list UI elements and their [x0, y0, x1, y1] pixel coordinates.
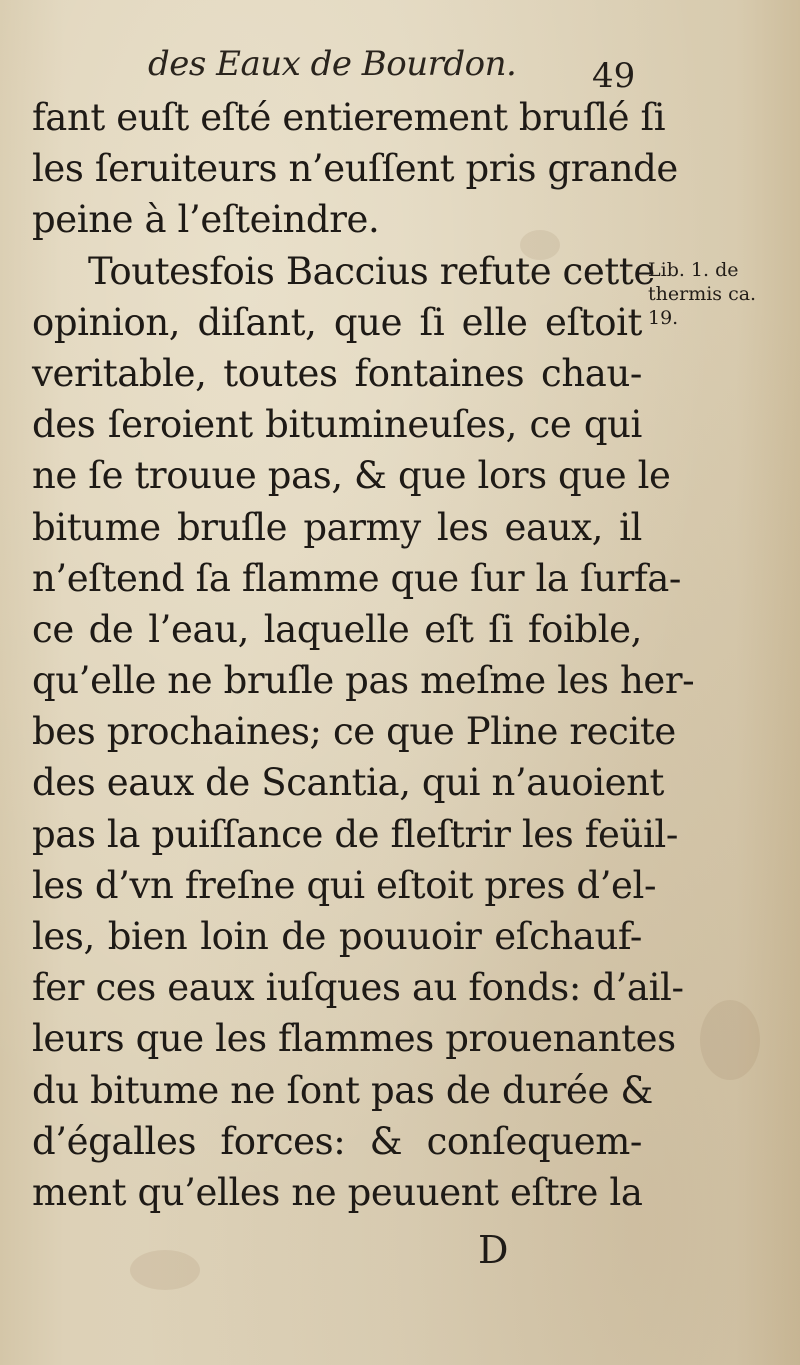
text-line: les ſeruiteurs n’euſſent pris grande: [32, 147, 678, 191]
page-header: [0, 44, 800, 94]
text-line: opinion, diſant, que ſi elle eſtoit: [32, 300, 642, 344]
text-line: n’eſtend ſa flamme que ſur la ſurfa-: [32, 556, 682, 600]
text-line: qu’elle ne bruſle pas meſme les her-: [32, 659, 695, 703]
page-number: 49: [592, 56, 636, 96]
text-line: peine à l’eſteindre.: [32, 198, 380, 242]
text-line: bes prochaines; ce que Pline recite: [32, 710, 676, 754]
text-line: fant euſt eſté entierement bruſlé ſi: [32, 96, 666, 139]
paper-stain: [130, 1250, 200, 1290]
margin-note-line: thermis ca.: [648, 283, 757, 305]
text-line: bitume bruſle parmy les eaux, il: [32, 505, 642, 549]
paragraph-start-line: Toutesfois Baccius refute cette: [88, 249, 655, 293]
text-line: du bitume ne ſont pas de durée &: [32, 1068, 653, 1112]
text-line: des ſeroient bitumineuſes, ce qui: [32, 403, 642, 447]
signature-mark: D: [478, 1228, 509, 1272]
text-line: leurs que les flammes prouenantes: [32, 1017, 676, 1061]
text-line: ce de l’eau, laquelle eſt ſi foible,: [32, 607, 642, 651]
text-line: fer ces eaux iuſques au fonds: d’ail-: [32, 966, 684, 1010]
marginal-citation: [648, 258, 798, 330]
text-line: pas la puiſſance de fleſtrir les feüil-: [32, 812, 678, 856]
margin-note-line: Lib. 1. de: [648, 259, 739, 281]
text-line: d’égalles forces: & conſequem-: [32, 1119, 642, 1163]
running-head: des Eaux de Bourdon.: [148, 44, 517, 84]
text-line: ment qu’elles ne peuuent eſtre la: [32, 1170, 643, 1214]
text-line: les d’vn freſne qui eſtoit pres d’el-: [32, 863, 657, 907]
text-line: des eaux de Scantia, qui n’auoient: [32, 761, 665, 805]
paper-stain: [700, 1000, 760, 1080]
margin-note-line: 19.: [648, 307, 679, 329]
text-line: ne ſe trouue pas, & que lors que le: [32, 454, 671, 498]
text-line: veritable, toutes fontaines chau-: [32, 351, 642, 395]
text-line: les, bien loin de pouuoir eſchauf-: [32, 915, 642, 958]
